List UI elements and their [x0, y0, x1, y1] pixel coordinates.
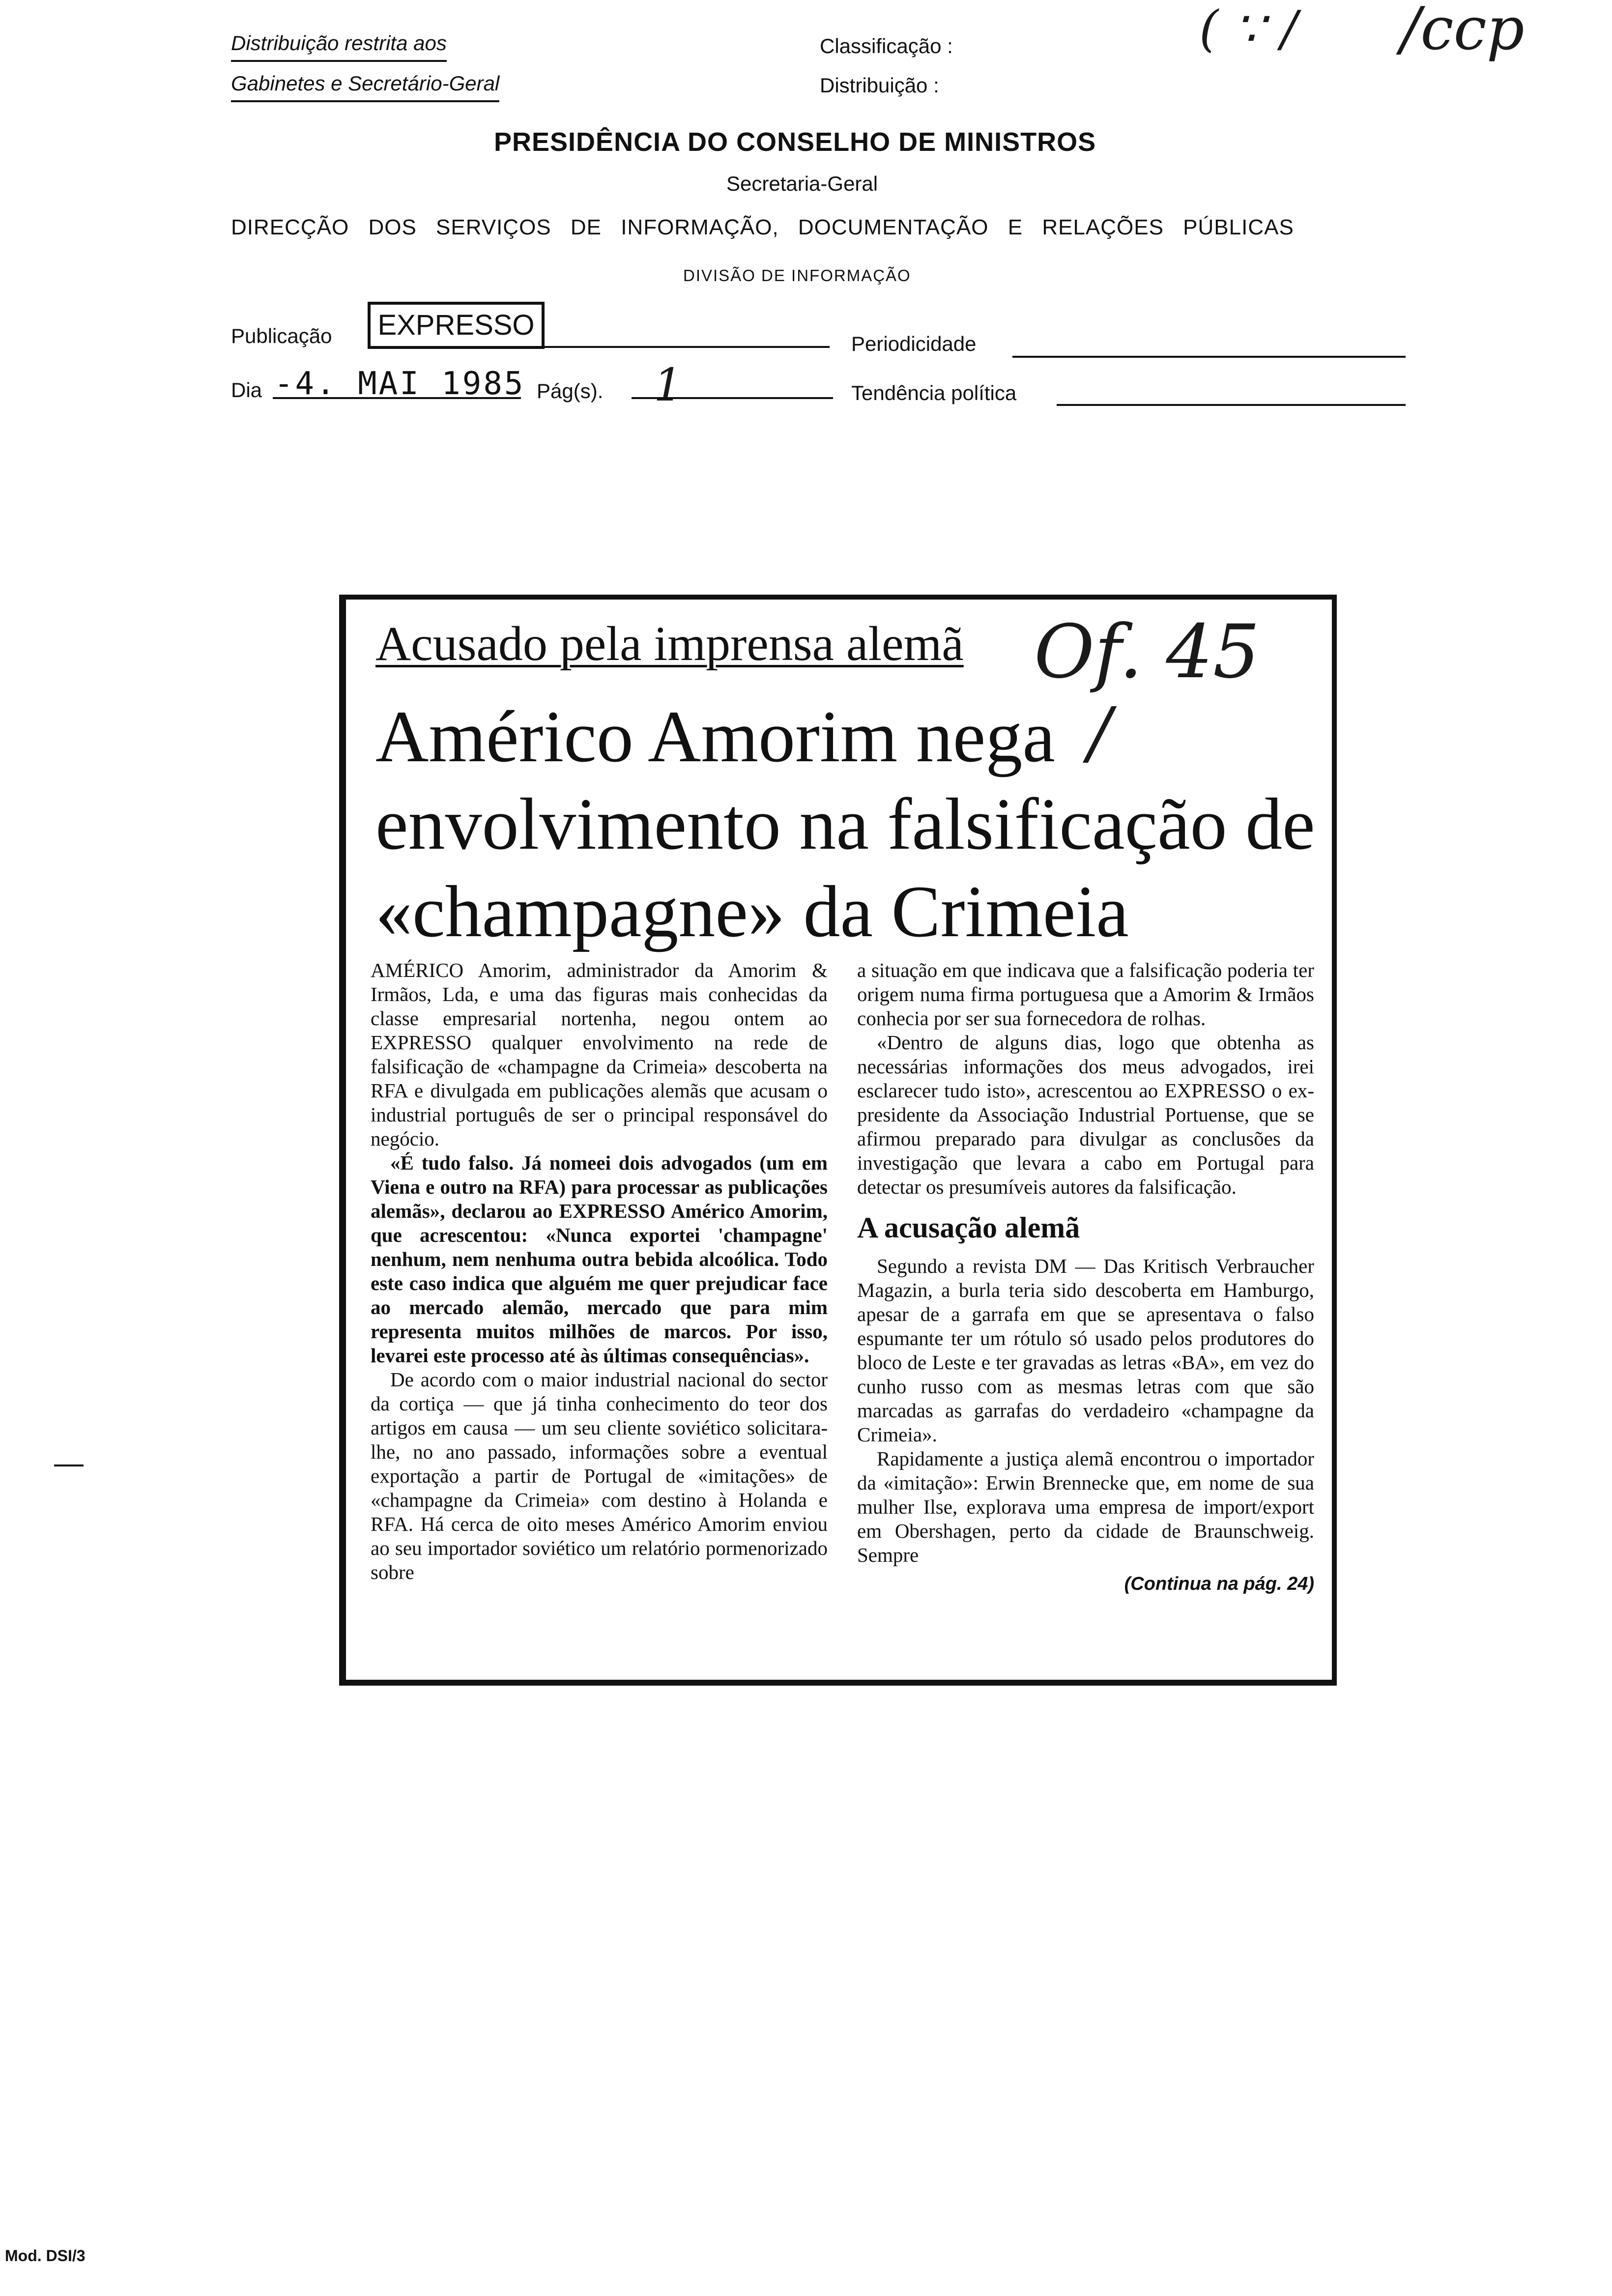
form-code: Mod. DSI/3 [5, 2247, 86, 2265]
article-paragraph: De acordo com o maior industrial nacional do sector da cortiça — que já tinha conhecimento do teor dos artigos em causa — um seu cliente soviético solicitara-lhe, no ano passado, informações sobre a eventual exportação a partir de Portugal de «imitações» de «champagne da Crimeia» com destino à Holanda e RFA. Há cerca de oito meses Américo Amorim enviou ao seu importador soviético um relatório pormenorizado sobre [371, 1368, 828, 1583]
day-label: Dia [231, 378, 262, 402]
restricted-distribution-line2: Gabinetes e Secretário-Geral [231, 70, 499, 102]
newspaper-clipping [339, 595, 1337, 1686]
article-paragraph: Segundo a revista DM — Das Kritisch Verbraucher Magazin, a burla teria sido descoberta em Hamburgo, apesar de a garrafa em que se apresentava o falso espumante ter um rótulo só usado pelos produtores do bloco de Leste e ter gravadas as letras «BA», em vez do cunho russo com as mesmas letras com que são marcadas as garrafas do verdadeiro «champagne da Crimeia». [857, 1255, 1314, 1446]
classification-label: Classificação : [820, 34, 953, 57]
pages-label: Pág(s). [537, 379, 604, 402]
tendency-label: Tendência política [851, 381, 1017, 404]
handwritten-mark-left: ( ∵ ∕ [1199, 0, 1297, 57]
periodicity-underline [1012, 356, 1406, 358]
handwritten-mark-right: /ccp [1401, 0, 1525, 63]
article-kicker: Acusado pela imprensa alemã [375, 616, 964, 671]
day-value-stamp: -4. MAI 1985 [274, 366, 525, 402]
org-title: PRESIDÊNCIA DO CONSELHO DE MINISTROS [494, 127, 1096, 157]
publication-underline [545, 346, 830, 348]
handwritten-reference-mark: / [1088, 693, 1112, 773]
article-paragraph-quote: «É tudo falso. Já nomeei dois advogados (um em Viena e outro na RFA) para processar as publicações alemãs», declarou ao EXPRESSO Américo Amorim, que acrescentou: «Nunca exportei 'champagne' nenhum, nem nenhuma outra bebida alcoólica. Todo este caso indica que alguém me quer prejudicar face ao mercado alemão, mercado que para mim representa muitos milhões de marcos. Por isso, levarei este processo até às últimas consequências». [371, 1151, 828, 1367]
margin-mark [54, 1464, 84, 1466]
pages-value-handwritten: 1 [654, 359, 683, 411]
article-paragraph: Rapidamente a justiça alemã encontrou o importador da «imitação»: Erwin Brennecke que, em nome de sua mulher Ilse, explorava uma empresa de import/export em Obershagen, perto da cidade de Braunschweig. Sempre [857, 1447, 1314, 1566]
tendency-underline [1057, 404, 1406, 406]
article-paragraph: a situação em que indicava que a falsificação poderia ter origem numa firma portuguesa que a Amorim & Irmãos conhecia por ser sua fornecedora de rolhas. [857, 959, 1314, 1030]
handwritten-reference: Of. 45 [1034, 609, 1260, 695]
article-subhead: A acusação alemã [857, 1211, 1080, 1244]
directorate: DIRECÇÃO DOS SERVIÇOS DE INFORMAÇÃO, DOCUMENTAÇÃO E RELAÇÕES PÚBLICAS [231, 215, 1294, 239]
article-paragraph: «Dentro de alguns dias, logo que obtenha as necessárias informações dos meus advogados, irei esclarecer tudo isto», acrescentou ao EXPRESSO o ex-presidente da Associação Industrial Portuense, que se afirmou preparado para divulgar as conclusões da investigação que levara a cabo em Portugal para detectar os presumíveis autores da falsificação. [857, 1031, 1314, 1198]
org-subtitle: Secretaria-Geral [726, 172, 878, 195]
restricted-distribution-line1: Distribuição restrita aos [231, 29, 447, 62]
day-underline [273, 397, 521, 399]
publication-value-stamp: EXPRESSO [368, 302, 545, 349]
division: DIVISÃO DE INFORMAÇÃO [683, 266, 911, 285]
article-column-left [371, 958, 828, 1584]
periodicity-label: Periodicidade [851, 332, 977, 355]
article-paragraph: AMÉRICO Amorim, administrador da Amorim & Irmãos, Lda, e uma das figuras mais conhecidas da classe empresarial nortenha, negou ontem ao EXPRESSO qualquer envolvimento na rede de falsificação de «champagne da Crimeia» descoberta na RFA e divulgada em publicações alemãs que acusam o industrial português de ser o principal responsável do negócio. [371, 959, 828, 1150]
distribution-label: Distribuição : [820, 74, 939, 97]
continued-on-page: (Continua na pág. 24) [1124, 1574, 1314, 1594]
article-headline: Américo Amorim nega envolvimento na falsificação de «champagne» da Crimeia [375, 696, 1315, 952]
pages-underline [632, 397, 833, 399]
article-column-right [857, 958, 1314, 1596]
publication-label: Publicação [231, 324, 332, 347]
